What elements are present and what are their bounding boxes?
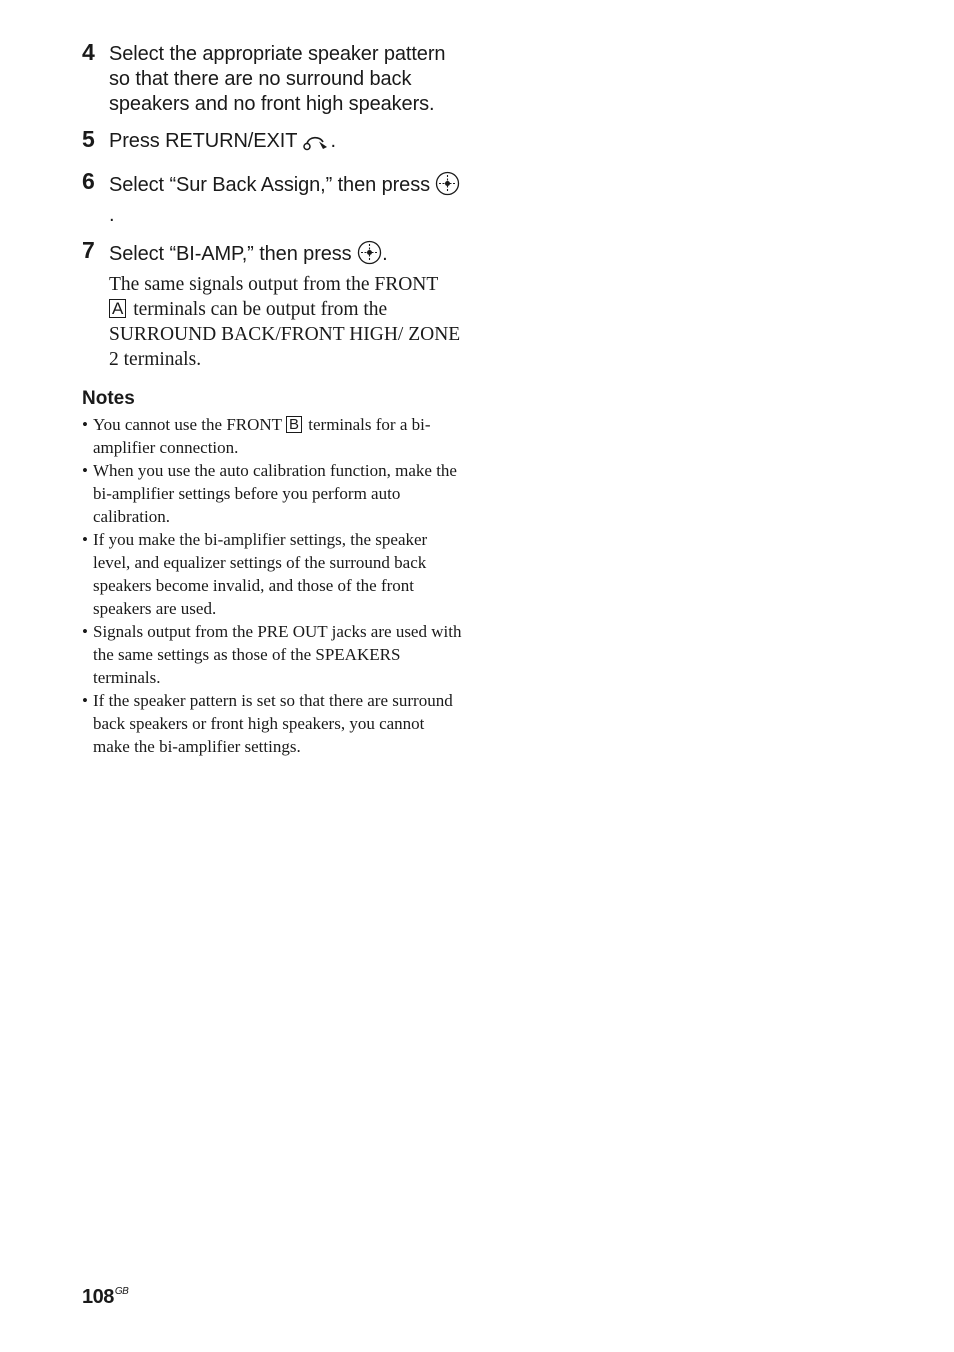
page-number-value: 108 [82,1286,114,1308]
main-column [82,39,462,758]
note-item: • Signals output from the PRE OUT jacks are used with the same settings as those of the SPEAKERS terminals. [82,620,462,689]
step-instruction-text: Select “Sur Back Assign,” then press [109,174,430,196]
return-icon [302,134,330,159]
step-instruction [109,240,462,272]
step-number: 7 [82,237,95,263]
note-item: • When you use the auto calibration function, make the bi-amplifier settings before you perform auto calibration. [82,459,462,528]
step-6 [82,168,462,228]
page-number [82,1278,128,1311]
note-item: • If you make the bi-amplifier settings, the speaker level, and equalizer settings of the surround back speakers become invalid, and those of the front speakers are used. [82,528,462,620]
note-text: You cannot use the FRONT [93,415,282,434]
step-description [109,272,462,372]
enter-button-icon [357,240,382,272]
step-instruction-end: . [382,243,388,265]
step-number: 5 [82,126,95,152]
notes-heading: Notes [82,388,135,409]
step-instruction-text: Press RETURN/EXIT [109,130,297,152]
terminal-label-box: A [109,299,126,318]
note-item: • If the speaker pattern is set so that there are surround back speakers or front high speakers, you cannot make the bi-amplifier settings. [82,689,462,758]
step-instruction-text: Select “BI-AMP,” then press [109,243,352,265]
page-number-suffix: GB [114,1286,129,1297]
step-4 [82,39,462,117]
step-instruction-end: . [109,204,115,226]
note-text: terminals for a bi-amplifier connection. [93,415,431,457]
step-description-text: The same signals output from the FRONT [109,274,438,295]
note-item [82,413,462,459]
step-7 [82,237,462,372]
notes-list [82,413,462,758]
step-5 [82,126,462,159]
step-instruction-end: . [330,130,336,152]
enter-button-icon [435,171,460,203]
step-number: 4 [82,39,95,65]
step-number: 6 [82,168,95,194]
step-instruction [109,171,462,228]
step-instruction [109,129,462,159]
step-instruction: Select the appropriate speaker pattern so that there are no surround back speakers and no front high speakers. [109,43,446,115]
step-description-text: terminals can be output from the SURROUND BACK/FRONT HIGH/ ZONE 2 terminals. [109,299,461,370]
terminal-label-box: B [286,416,302,433]
